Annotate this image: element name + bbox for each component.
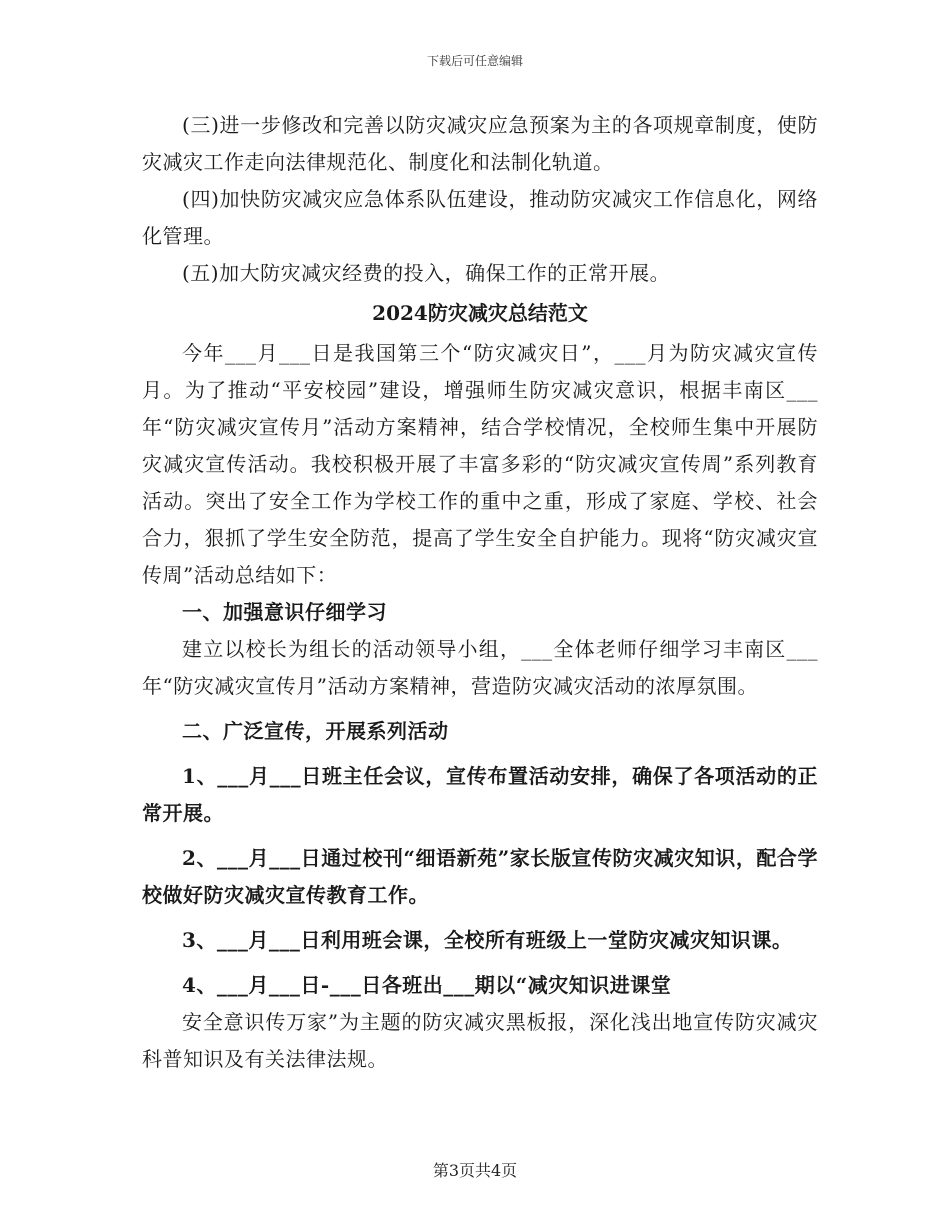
list-item-one: 1、___月___日班主任会议，宣传布置活动安排，确保了各项活动的正常开展。 [142, 764, 818, 825]
list-item-two: 2、___月___日通过校刊“细语新苑”家长版宣传防灾减灾知识，配合学校做好防灾减灾宣传教育工作。 [142, 846, 818, 907]
document-title: 2024防灾减灾总结范文 [372, 301, 588, 325]
paragraph-section-five: (五)加大防灾减灾经费的投入，确保工作的正常开展。 [182, 261, 671, 285]
paragraph-intro: 今年___月___日是我国第三个“防灾减灾日”，___月为防灾减灾宣传月。为了推动“平安校园”建设，增强师生防灾减灾意识，根据丰南区___年“防灾减灾宣传月”活动方案精神，结合学校情况，全校师生集中开展防灾减灾宣传活动。我校积极开展了丰富多彩的“防灾减灾宣传周”系列教育活动。突出了安全工作为学校工作的重中之重，形成了家庭、学校、社会合力，狠抓了学生安全防范，提高了学生安全自护能力。现将“防灾减灾宣传周”活动总结如下： [142, 341, 818, 587]
page-header: 下载后可任意编辑 [426, 54, 523, 68]
paragraph-study: 建立以校长为组长的活动领导小组，___全体老师仔细学习丰南区___年“防灾减灾宣传月”活动方案精神，营造防灾减灾活动的浓厚氛围。 [142, 637, 818, 698]
list-item-four: 4、___月___日-___日各班出___期以“减灾知识进课堂 [182, 973, 672, 997]
paragraph-blackboard: 安全意识传万家”为主题的防灾减灾黑板报，深化浅出地宣传防灾减灾科普知识及有关法律法规。 [142, 1010, 818, 1071]
list-item-three: 3、___月___日利用班会课，全校所有班级上一堂防灾减灾知识课。 [182, 928, 793, 952]
heading-two: 二、广泛宣传，开展系列活动 [182, 719, 449, 743]
heading-one: 一、加强意识仔细学习 [182, 600, 387, 624]
paragraph-section-three: (三)进一步修改和完善以防灾减灾应急预案为主的各项规章制度，使防灾减灾工作走向法律规范化、制度化和法制化轨道。 [142, 113, 818, 174]
paragraph-section-four: (四)加快防灾减灾应急体系队伍建设，推动防灾减灾工作信息化，网络化管理。 [142, 187, 818, 248]
document-body [142, 107, 818, 1078]
page-footer: 第3页共4页 [432, 1161, 518, 1180]
